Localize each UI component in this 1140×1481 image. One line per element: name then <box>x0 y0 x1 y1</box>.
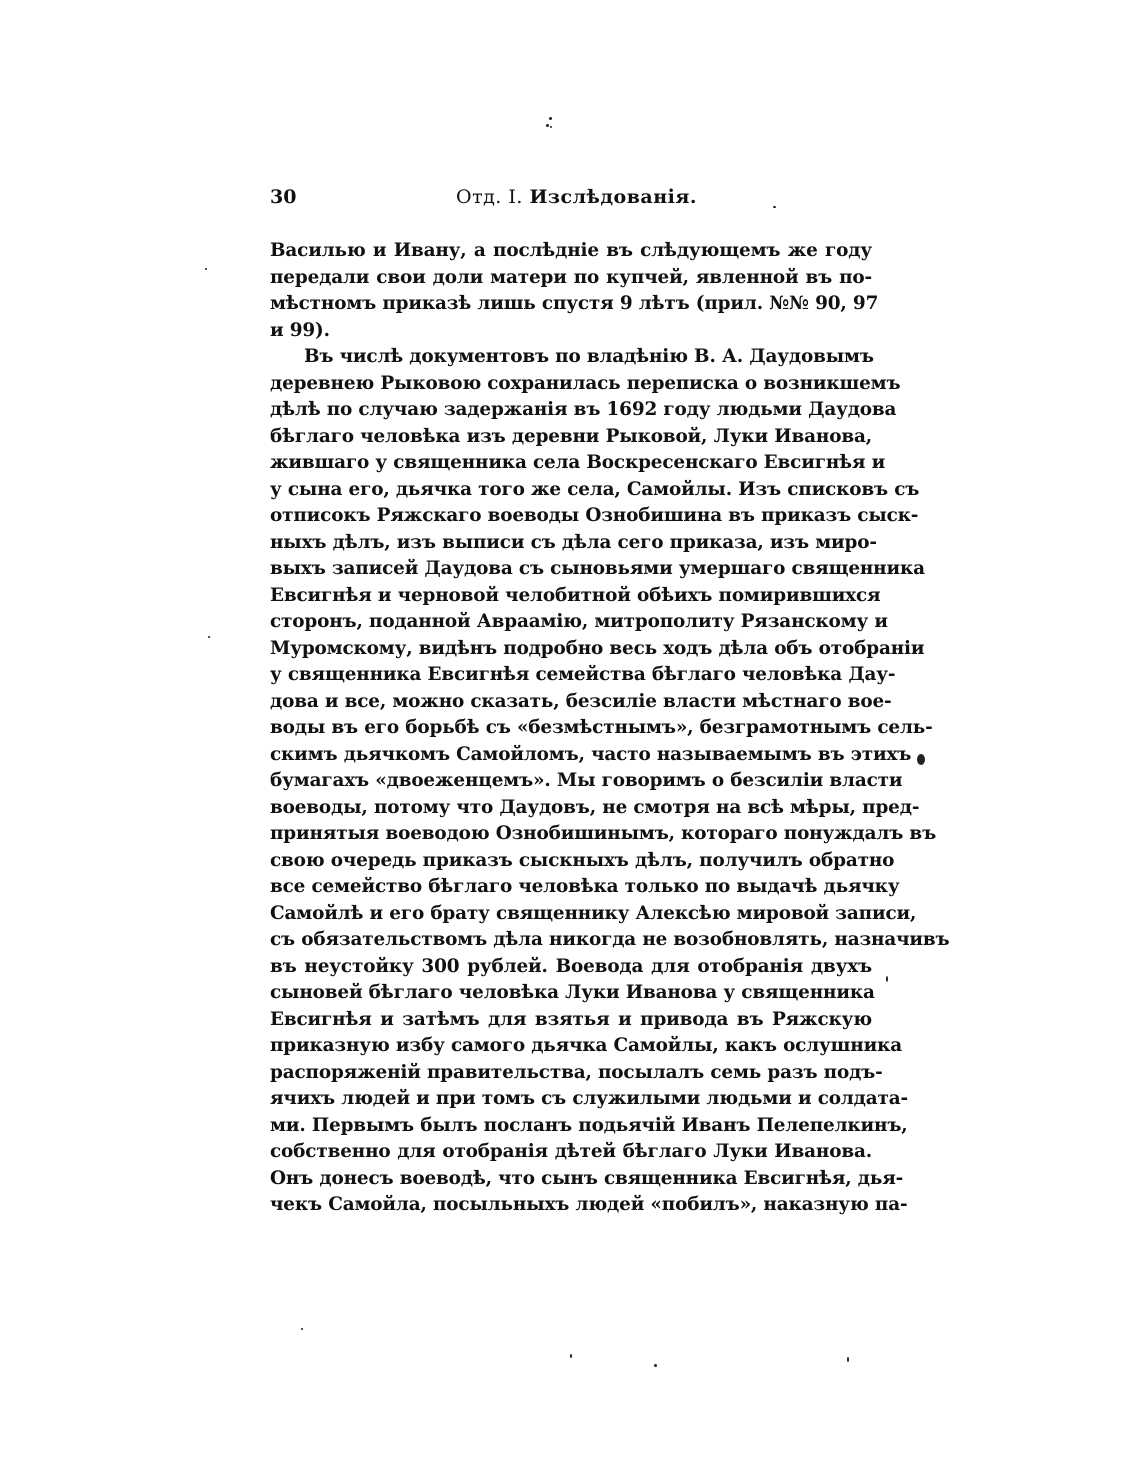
text-line: Онъ донесъ воеводѣ, что сынъ священника Евсигнѣя, дья- <box>270 1167 904 1189</box>
text-line: ныхъ дѣлъ, изъ выписи съ дѣла сего приказа, изъ миро- <box>270 531 877 553</box>
text-line: мѣстномъ приказѣ лишь спустя 9 лѣтъ (прил. №№ 90, 97 <box>270 293 879 314</box>
text-line: бѣглаго человѣка изъ деревни Рыковой, Луки Иванова, <box>270 425 872 447</box>
text-line: принятыя воеводою Ознобишинымъ, котораго понуждалъ въ <box>270 823 937 844</box>
paragraph-1 <box>270 238 879 344</box>
text-line: собственно для отобранія дѣтей бѣглаго Луки Иванова. <box>270 1141 872 1162</box>
text-line: воды въ его борьбѣ съ «безмѣстнымъ», безграмотнымъ сель- <box>270 717 933 738</box>
text-line: сторонъ, поданной Авраамію, митрополиту Рязанскому и <box>270 611 888 632</box>
text-line: чекъ Самойла, посыльныхъ людей «побилъ», наказную па- <box>270 1194 908 1215</box>
scan-speck <box>550 126 552 128</box>
text-line: въ неустойку 300 рублей. Воевода для отобранія двухъ <box>270 955 872 977</box>
text-line: Муромскому, видѣнъ подробно весь ходъ дѣла объ отобраніи <box>270 637 925 659</box>
scan-speck <box>208 636 210 638</box>
chapter-title: Изслѣдованія. <box>529 186 697 208</box>
text-line: сыновей бѣглаго человѣка Луки Иванова у священника <box>270 982 875 1003</box>
text-line: воеводы, потому что Даудовъ, не смотря на всѣ мѣры, пред- <box>270 796 920 818</box>
text-line: приказную избу самого дьячка Самойлы, какъ ослушника <box>270 1035 902 1056</box>
scan-speck <box>205 268 207 270</box>
page-number: 30 <box>270 186 297 208</box>
text-line: скимъ дьячкомъ Самойломъ, часто называемымъ въ этихъ <box>270 743 912 765</box>
scan-speck <box>549 117 552 120</box>
text-line: Самойлѣ и его брату священнику Алексѣю мировой записи, <box>270 902 917 924</box>
text-line: ячихъ людей и при томъ съ служилыми людьми и солдата- <box>270 1088 909 1109</box>
text-line: Въ числѣ документовъ по владѣнію В. А. Даудовымъ <box>304 346 874 367</box>
text-line: жившаго у священника села Воскресенскаго Евсигнѣя и <box>270 452 886 473</box>
text-line: ми. Первымъ былъ посланъ подьячій Иванъ Пелепелкинъ, <box>270 1114 908 1136</box>
section-title <box>456 186 697 208</box>
scan-speck <box>654 1364 657 1367</box>
text-line: съ обязательствомъ дѣла никогда не возобновлять, назначивъ <box>270 929 950 950</box>
text-line: у священника Евсигнѣя семейства бѣглаго человѣка Дау- <box>270 664 896 685</box>
text-line: Василью и Ивану, а послѣдніе въ слѣдующемъ же году <box>270 240 872 261</box>
text-line: Евсигнѣя и затѣмъ для взятья и привода въ Ряжскую <box>270 1008 872 1030</box>
text-line: свою очередь приказъ сыскныхъ дѣлъ, получилъ обратно <box>270 849 895 871</box>
scan-speck <box>917 754 925 765</box>
paragraph-2 <box>270 344 950 1219</box>
scan-speck <box>301 1328 303 1330</box>
scan-speck <box>570 1354 572 1358</box>
text-line: все семейство бѣглаго человѣка только по выдачѣ дьячку <box>270 876 900 897</box>
text-line: бумагахъ «двоеженцемъ». Мы говоримъ о безсиліи власти <box>270 770 903 791</box>
scan-speck <box>886 976 888 982</box>
body-text <box>270 238 950 1219</box>
text-line: отписокъ Ряжскаго воеводы Ознобишина въ приказъ сыск- <box>270 505 919 526</box>
scan-speck <box>546 124 549 127</box>
running-head <box>270 186 870 216</box>
text-line: и 99). <box>270 319 330 341</box>
text-line: передали свои доли матери по купчей, явленной въ по- <box>270 266 872 288</box>
text-line: у сына его, дьячка того же села, Самойлы. Изъ списковъ съ <box>270 478 920 500</box>
text-line: дѣлѣ по случаю задержанія въ 1692 году людьми Даудова <box>270 399 897 420</box>
text-line: деревнею Рыковою сохранилась переписка о возникшемъ <box>270 372 901 394</box>
text-line: Евсигнѣя и черновой челобитной обѣихъ помирившихся <box>270 584 881 606</box>
text-line: распоряженій правительства, посылалъ семь разъ подъ- <box>270 1061 883 1083</box>
scan-speck <box>847 1357 849 1362</box>
text-line: дова и все, можно сказать, безсиліе власти мѣстнаго вое- <box>270 690 892 712</box>
text-line: выхъ записей Даудова съ сыновьями умершаго священника <box>270 558 925 579</box>
section-label: Отд. I. <box>456 186 523 208</box>
